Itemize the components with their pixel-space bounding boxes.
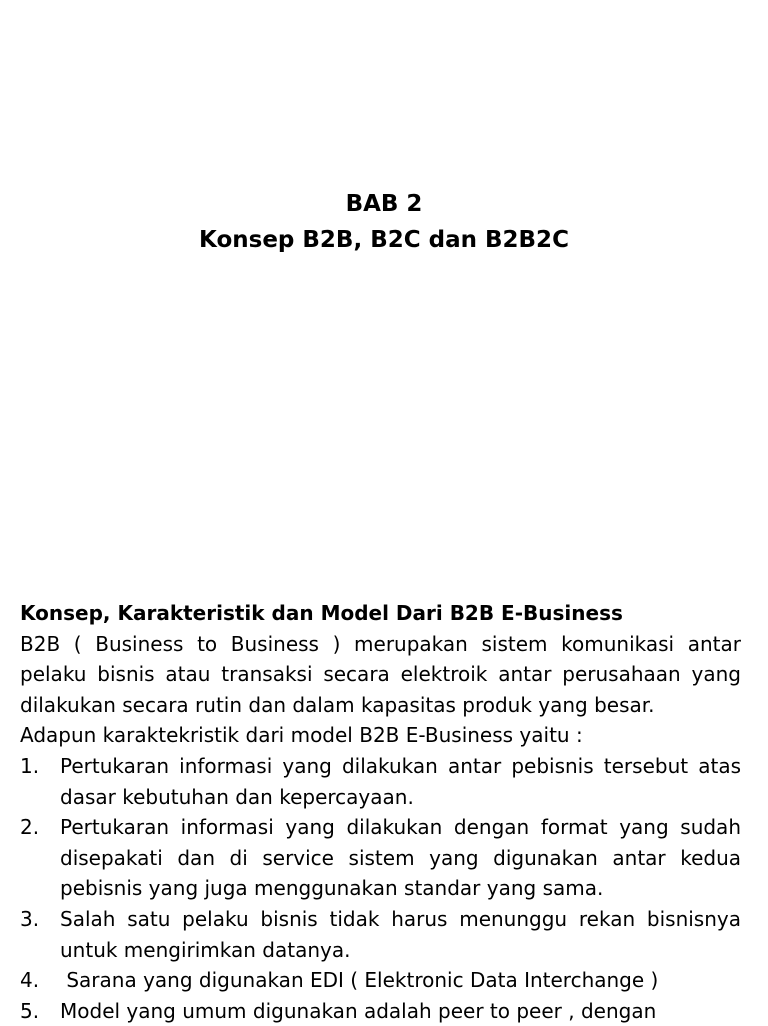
list-item bbox=[20, 812, 741, 904]
list-item-text: Sarana yang digunakan EDI ( Elektronic Data Interchange ) bbox=[60, 968, 659, 993]
list-intro: Adapun karaktekristik dari model B2B E-Business yaitu : bbox=[20, 723, 583, 748]
characteristics-list bbox=[20, 751, 741, 1026]
list-item bbox=[20, 751, 741, 812]
chapter-label: BAB 2 bbox=[345, 191, 423, 217]
list-item-number: 1. bbox=[20, 753, 40, 778]
section-heading: Konsep, Karakteristik dan Model Dari B2B E-Business bbox=[20, 601, 623, 625]
section-paragraph: B2B ( Business to Business ) merupakan sistem komunikasi antar pelaku bisnis atau transaksi secara elektroik antar perusahaan yang dilakukan secara rutin dan dalam kapasitas produk yang besar. bbox=[20, 631, 741, 717]
list-item-number: 4. bbox=[20, 968, 40, 993]
list-item-number: 5. bbox=[20, 998, 40, 1023]
list-item bbox=[20, 965, 741, 996]
list-item bbox=[20, 996, 741, 1026]
chapter-title: Konsep B2B, B2C dan B2B2C bbox=[199, 227, 569, 253]
list-item-text: Pertukaran informasi yang dilakukan dengan format yang sudah disepakati dan di service sistem yang digunakan antar kedua pebisnis yang juga menggunakan standar yang sama. bbox=[60, 815, 741, 901]
list-item-number: 2. bbox=[20, 815, 40, 840]
list-item-text: Model yang umum digunakan adalah peer to peer , dengan bbox=[60, 998, 657, 1023]
list-item bbox=[20, 904, 741, 965]
list-item-number: 3. bbox=[20, 906, 40, 931]
document-title bbox=[0, 186, 768, 258]
section-content bbox=[20, 598, 741, 1026]
list-item-text: Pertukaran informasi yang dilakukan antar pebisnis tersebut atas dasar kebutuhan dan kepercayaan. bbox=[60, 753, 741, 809]
list-item-text: Salah satu pelaku bisnis tidak harus menunggu rekan bisnisnya untuk mengirimkan datanya. bbox=[60, 906, 741, 962]
